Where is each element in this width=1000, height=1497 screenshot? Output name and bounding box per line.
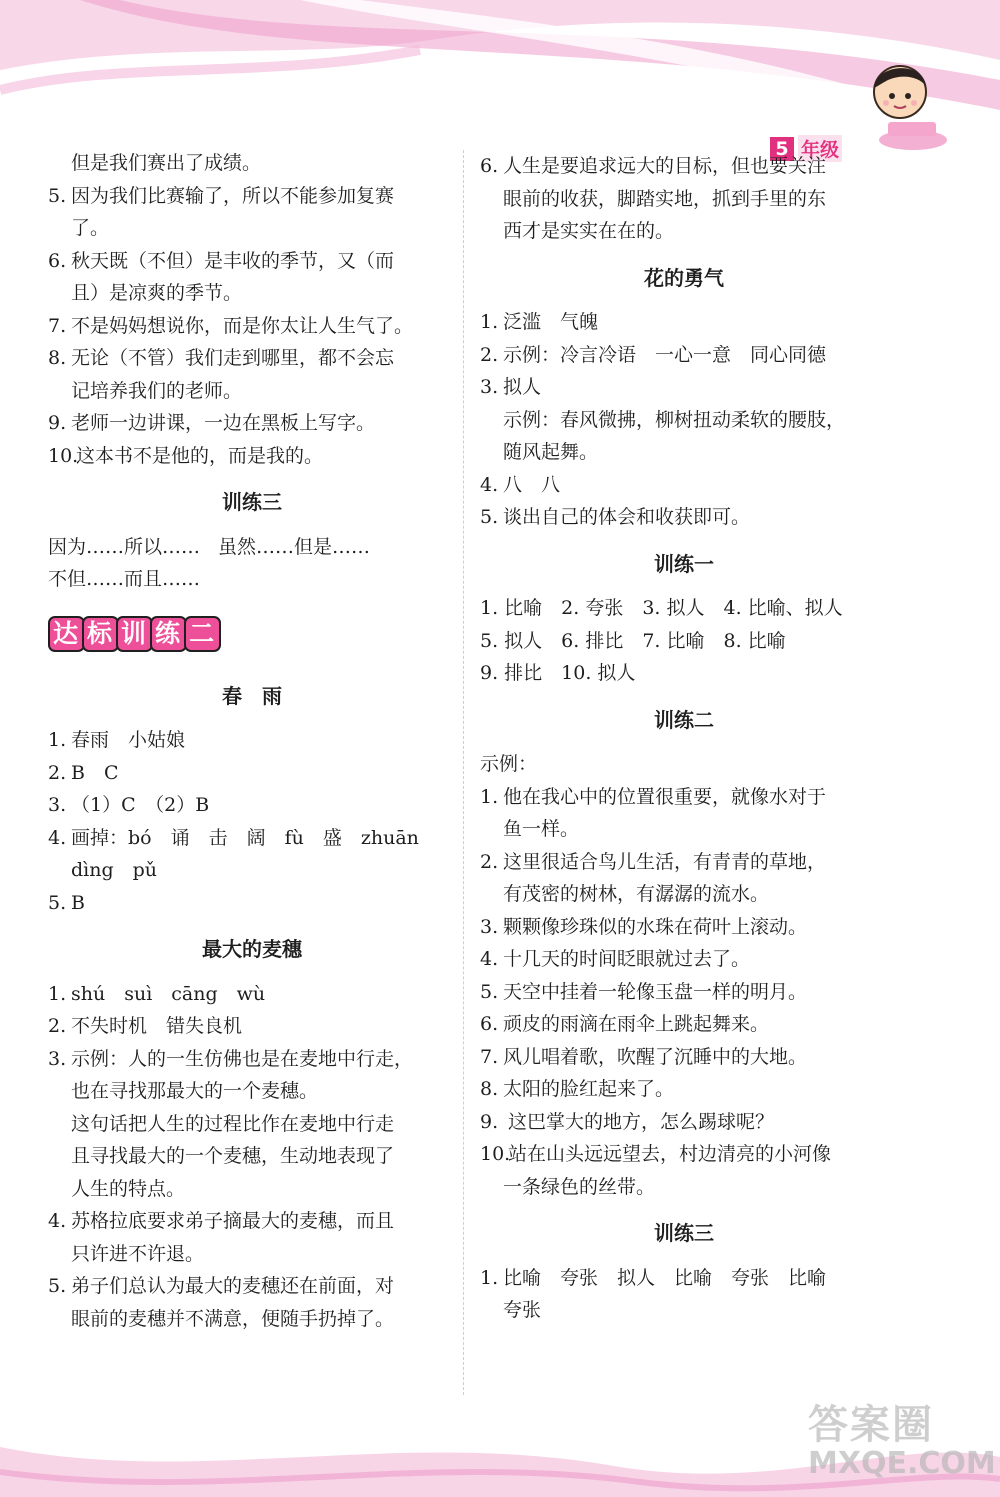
lesson-heading: 最大的麦穗 [202, 937, 302, 961]
answer-line: 9. 排比 10. 拟人 [480, 662, 636, 684]
answer-item: 5. 因为我们比赛输了，所以不能参加复赛 [48, 184, 395, 207]
answer-item: 西才是实实在在的。 [503, 220, 675, 242]
answer-item: 了。 [71, 217, 110, 239]
answer-item: 5. B [48, 891, 85, 914]
answer-item: 4. 八 八 [480, 473, 561, 496]
watermark-en: MXQE.COM [808, 1446, 996, 1481]
answer-item: 1. 他在我心中的位置很重要，就像水对于 [480, 785, 827, 808]
answer-item: 2. 示例：冷言冷语 一心一意 同心同德 [480, 343, 827, 366]
answer-item: 1. shú suì cāng wù [48, 982, 266, 1005]
answer-line: 5. 拟人 6. 排比 7. 比喻 8. 比喻 [480, 629, 786, 652]
answer-list [480, 781, 888, 1204]
answer-list [480, 306, 888, 534]
right-column [480, 150, 888, 1327]
lesson-heading: 花的勇气 [644, 265, 724, 290]
left-column [48, 147, 456, 1335]
answer-item: 且寻找最大的一个麦穗，生动地表现了 [71, 1145, 395, 1167]
answer-list [48, 180, 456, 473]
section-heading: 训练一 [654, 551, 714, 576]
unit-title-badge: 达 标 训 练 二 [48, 616, 218, 652]
answer-item: 4. 苏格拉底要求弟子摘最大的麦穗，而且 [48, 1210, 395, 1232]
student-mascot-icon [858, 52, 948, 152]
answer-item: dìng pǔ [71, 859, 158, 881]
answer-line: 但是我们赛出了成绩。 [71, 152, 262, 174]
site-watermark [808, 1393, 996, 1481]
section-heading: 训练三 [654, 1221, 714, 1245]
answer-line: 不但……而且…… [48, 568, 201, 590]
answer-item: 一条绿色的丝带。 [503, 1175, 656, 1198]
answer-item: 7. 不是妈妈想说你，而是你太让人生气了。 [48, 314, 414, 337]
answer-item: 1. 比喻 夸张 拟人 比喻 夸张 比喻 [480, 1266, 827, 1289]
answer-item: 6. 人生是要追求远大的目标，但也要关注 [480, 155, 827, 177]
answer-item: 3. （1）C （2）B [48, 794, 210, 816]
answer-list [48, 724, 456, 919]
section-heading: 训练三 [222, 490, 282, 514]
answer-item: 5. 弟子们总认为最大的麦穗还在前面，对 [48, 1275, 395, 1297]
answer-item: 2. B C [48, 761, 119, 784]
answer-item: 8. 太阳的脸红起来了。 [480, 1078, 675, 1100]
answer-item: 有茂密的树林，有潺潺的流水。 [503, 883, 770, 905]
lesson-heading: 春 雨 [222, 683, 282, 708]
answer-item: 7. 风儿唱着歌，吹醒了沉睡中的大地。 [480, 1045, 808, 1068]
answer-item: 6. 顽皮的雨滴在雨伞上跳起舞来。 [480, 1013, 770, 1035]
answer-item: 9. 这巴掌大的地方，怎么踢球呢？ [480, 1110, 775, 1133]
answer-item: 2. 这里很适合鸟儿生活，有青青的草地， [480, 850, 827, 873]
answer-item: 也在寻找那最大的一个麦穗。 [71, 1080, 319, 1102]
answer-item: 5. 谈出自己的体会和收获即可。 [480, 506, 751, 528]
answer-item: 且）是凉爽的季节。 [71, 282, 243, 304]
answer-item: 眼前的麦穗并不满意，便随手扔掉了。 [71, 1307, 395, 1330]
answer-item: 夸张 [503, 1299, 542, 1321]
answer-list [48, 978, 456, 1336]
answer-line: 示例： [480, 753, 538, 775]
answer-item: 记培养我们的老师。 [71, 379, 243, 402]
answer-item: 3. 示例：人的一生仿佛也是在麦地中行走， [48, 1047, 414, 1070]
answer-line: 因为……所以…… 虽然……但是…… [48, 535, 371, 558]
answer-item: 眼前的收获，脚踏实地，抓到手里的东 [503, 187, 827, 210]
answer-item: 鱼一样。 [503, 818, 580, 840]
answer-item: 9. 老师一边讲课，一边在黑板上写字。 [48, 412, 376, 434]
answer-item: 只许进不许退。 [71, 1242, 205, 1265]
answer-item: 6. 秋天既（不但）是丰收的季节，又（而 [48, 249, 395, 272]
column-divider [463, 150, 464, 1395]
answer-item: 随风起舞。 [503, 441, 599, 463]
answer-list [480, 150, 888, 248]
grade-number: 5 [770, 137, 794, 161]
section-heading: 训练二 [654, 707, 714, 732]
answer-item: 5. 天空中挂着一轮像玉盘一样的明月。 [480, 980, 808, 1003]
answer-line: 1. 比喻 2. 夸张 3. 拟人 4. 比喻、拟人 [480, 597, 843, 619]
answer-item: 1. 泛滥 气魄 [480, 311, 599, 333]
answer-item: 3. 拟人 [480, 376, 542, 398]
grade-label: 年级 [798, 135, 842, 162]
answer-item: 这句话把人生的过程比作在麦地中行走 [71, 1112, 395, 1135]
answer-item: 10. 这本书不是他的，而是我的。 [48, 444, 324, 467]
answer-item: 4. 十几天的时间眨眼就过去了。 [480, 948, 751, 970]
answer-item: 2. 不失时机 错失良机 [48, 1015, 243, 1037]
answer-item: 人生的特点。 [71, 1177, 186, 1200]
answer-item: 10. 站在山头远远望去，村边清亮的小河像 [480, 1143, 832, 1165]
answer-item: 3. 颗颗像珍珠似的水珠在荷叶上滚动。 [480, 915, 808, 938]
watermark-cn: 答案圈 [808, 1402, 934, 1448]
answer-item: 4. 画掉：bó 诵 击 阔 fù 盛 zhuān [48, 826, 419, 849]
answer-list [480, 1262, 888, 1327]
answer-item: 1. 春雨 小姑娘 [48, 729, 186, 751]
answer-item: 示例：春风微拂，柳树扭动柔软的腰肢， [503, 408, 846, 431]
pink-swirl-decoration [0, 0, 1000, 170]
answer-item: 8. 无论（不管）我们走到哪里，都不会忘 [48, 347, 395, 369]
